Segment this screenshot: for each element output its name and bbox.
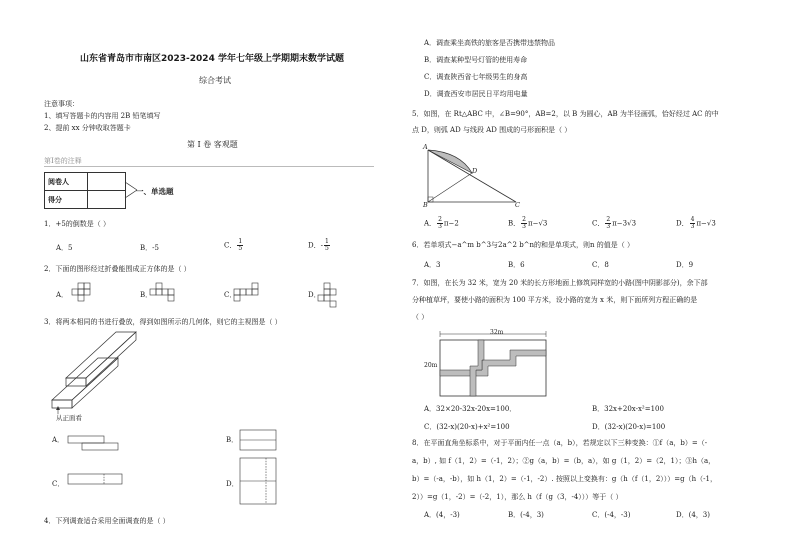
- q6-stem: 6．若单项式−a^m b^3与2a^2 b^n的和是单项式，则n 的值是（ ）: [412, 241, 635, 249]
- q3-option-a: A．: [52, 436, 65, 444]
- q5-label-d: D: [472, 167, 478, 175]
- q7-line-3: （ ）: [412, 313, 429, 321]
- q6-option-a: A．3: [424, 261, 441, 269]
- q3-option-c-view: [68, 474, 124, 488]
- q2-option-d-net: [318, 283, 348, 307]
- q6-option-d: D．9: [676, 261, 694, 269]
- q3-option-c: C．: [52, 480, 65, 488]
- q3-option-d: D．: [226, 480, 239, 488]
- q5-option-d: D． $\frac{4}{3}$ π−√3: [676, 216, 716, 230]
- q5-option-a: A． $\frac{2}{3}$ π−2: [424, 216, 459, 230]
- q2-option-b-net: [150, 283, 184, 307]
- score-table-score-cell: [88, 191, 126, 209]
- section-divider: [44, 166, 374, 167]
- q1-stem: 1．+5的倒数是（ ）: [44, 220, 110, 228]
- q5-triangle-figure: [420, 142, 530, 210]
- section-comment: 第Ⅰ卷的注释: [44, 157, 82, 165]
- score-table-reviewer-cell: [88, 173, 126, 191]
- q5-option-c: C． $\frac{2}{3}$ π−3√3: [592, 216, 637, 230]
- q4-option-b: B．调查某种型号灯管的使用寿命: [424, 56, 528, 64]
- q3-option-d-view: [240, 458, 280, 506]
- q3-option-b-view: [240, 430, 280, 454]
- q2-option-a-net: [66, 283, 96, 307]
- q3-stem: 3．将两本相同的书进行叠放，得到如图所示的几何体，则它的主视图是（ ）: [44, 318, 282, 326]
- q5-label-c: C: [515, 201, 520, 209]
- q7-width-label: 32m: [490, 329, 504, 336]
- q8-line-4: 2））=g（1，-2）=（-2，1），那么 h（f（g（3，-4）））等于（ ）: [412, 493, 623, 501]
- q3-front-view-label: 从正面看: [56, 414, 82, 422]
- q7-option-b: B．32x+20x-x²=100: [592, 405, 664, 413]
- q7-option-a: A．32×20-32x-20x=100．: [424, 405, 517, 413]
- q2-option-c: C．: [224, 291, 237, 299]
- q8-line-2: a，b）, 如 f（1，2）=（-1，2）；②g（a，b）=（b，a），如 g（1，2）=（2，1）；③h（a，: [412, 457, 716, 465]
- q1-option-c: [224, 239, 244, 252]
- q3-option-a-view: [68, 436, 124, 452]
- score-table-reviewer: 阅卷人: [45, 173, 88, 191]
- q4-option-d: D．调查西安市居民日平均用电量: [424, 90, 528, 98]
- part-label: 一、单选题: [136, 187, 174, 196]
- q7-garden-figure: [432, 330, 552, 400]
- q7-height-label: 20m: [424, 362, 438, 369]
- q3-option-b: B．: [226, 436, 239, 444]
- q8-option-a: A．(4，-3): [424, 511, 460, 519]
- q1-option-b: B．-5: [140, 244, 159, 252]
- q1-option-a: A．5: [56, 244, 73, 252]
- q8-line-3: b）=（-a，-b），如 h（1，2）=（-1，-2）. 按照以上变换有：g（h（f（1，2）））=g（h（-1，: [412, 475, 717, 483]
- q2-stem: 2．下面的图形经过折叠能围成正方体的是（ ）: [44, 265, 191, 273]
- q7-line-2: 分种植草坪，要使小路的面积为 100 平方米，设小路的宽为 x 米，则下面所列方程正确的是: [412, 296, 698, 304]
- q7-option-d: D．(32-x)(20-x)=100: [592, 423, 666, 431]
- q1-option-c-fraction: $\frac{1}{5}$: [238, 238, 243, 252]
- q2-option-a: A．: [56, 291, 69, 299]
- q7-option-c: C．(32-x)(20-x)+x²=100: [424, 423, 510, 431]
- q1-option-d-fraction: $\frac{1}{5}$: [324, 238, 329, 252]
- q6-option-b: B．6: [508, 261, 525, 269]
- q5-line-2: 点 D，则弧 AD 与线段 AD 围成的弓形面积是（ ）: [412, 126, 572, 134]
- q5-label-b: B: [423, 201, 428, 209]
- q8-option-d: D．(4，3): [676, 511, 710, 519]
- q6-option-c: C．8: [592, 261, 609, 269]
- score-table: [44, 172, 126, 209]
- exam-subtitle: 综合考试: [199, 76, 231, 85]
- q8-line-1: 8．在平面直角坐标系中，对于平面内任一点（a，b），若规定以下三种变换：①f（a，b）=（-: [412, 439, 708, 447]
- q2-option-c-net: [234, 283, 268, 307]
- q8-option-c: C．(-4，-3): [592, 511, 631, 519]
- q5-label-a: A: [423, 143, 428, 151]
- notes-title: 注意事项：: [44, 100, 79, 108]
- section-title: 第 Ⅰ 卷 客观题: [187, 140, 238, 149]
- note-2: 2、提前 xx 分钟收取答题卡: [44, 124, 131, 132]
- q4-option-a: A．调查乘坐高铁的旅客是否携带违禁物品: [424, 39, 556, 47]
- q7-line-1: 7．如图，在长为 32 米，宽为 20 米的长方形地面上修筑同样宽的小路(图中阴影部分)，余下部: [412, 279, 708, 287]
- score-table-score: 得分: [45, 191, 88, 209]
- q1-option-d: [308, 239, 331, 252]
- q4-option-c: C．调查陕西省七年级男生的身高: [424, 73, 528, 81]
- q1-option-c-prefix: C．: [224, 241, 237, 250]
- q1-option-d-prefix: D．-: [308, 241, 323, 250]
- q5-line-1: 5．如图，在 Rt△ABC 中，∠B=90°，AB=2，以 B 为圆心，AB 为半径画弧，恰好经过 AC 的中: [412, 110, 719, 118]
- q5-option-b: B． $\frac{2}{3}$ π−√3: [508, 216, 548, 230]
- q2-option-b: B．: [140, 291, 153, 299]
- q2-option-d: D．: [308, 291, 321, 299]
- q4-stem: 4．下列调查适合采用全面调查的是（ ）: [44, 517, 170, 525]
- note-1: 1、填写答题卡的内容用 2B 铅笔填写: [44, 112, 161, 120]
- exam-title: 山东省青岛市市南区2023-2024 学年七年级上学期期末数学试题: [80, 54, 344, 64]
- q8-option-b: B．(-4，3): [508, 511, 544, 519]
- q3-stacked-books-figure: [52, 330, 162, 420]
